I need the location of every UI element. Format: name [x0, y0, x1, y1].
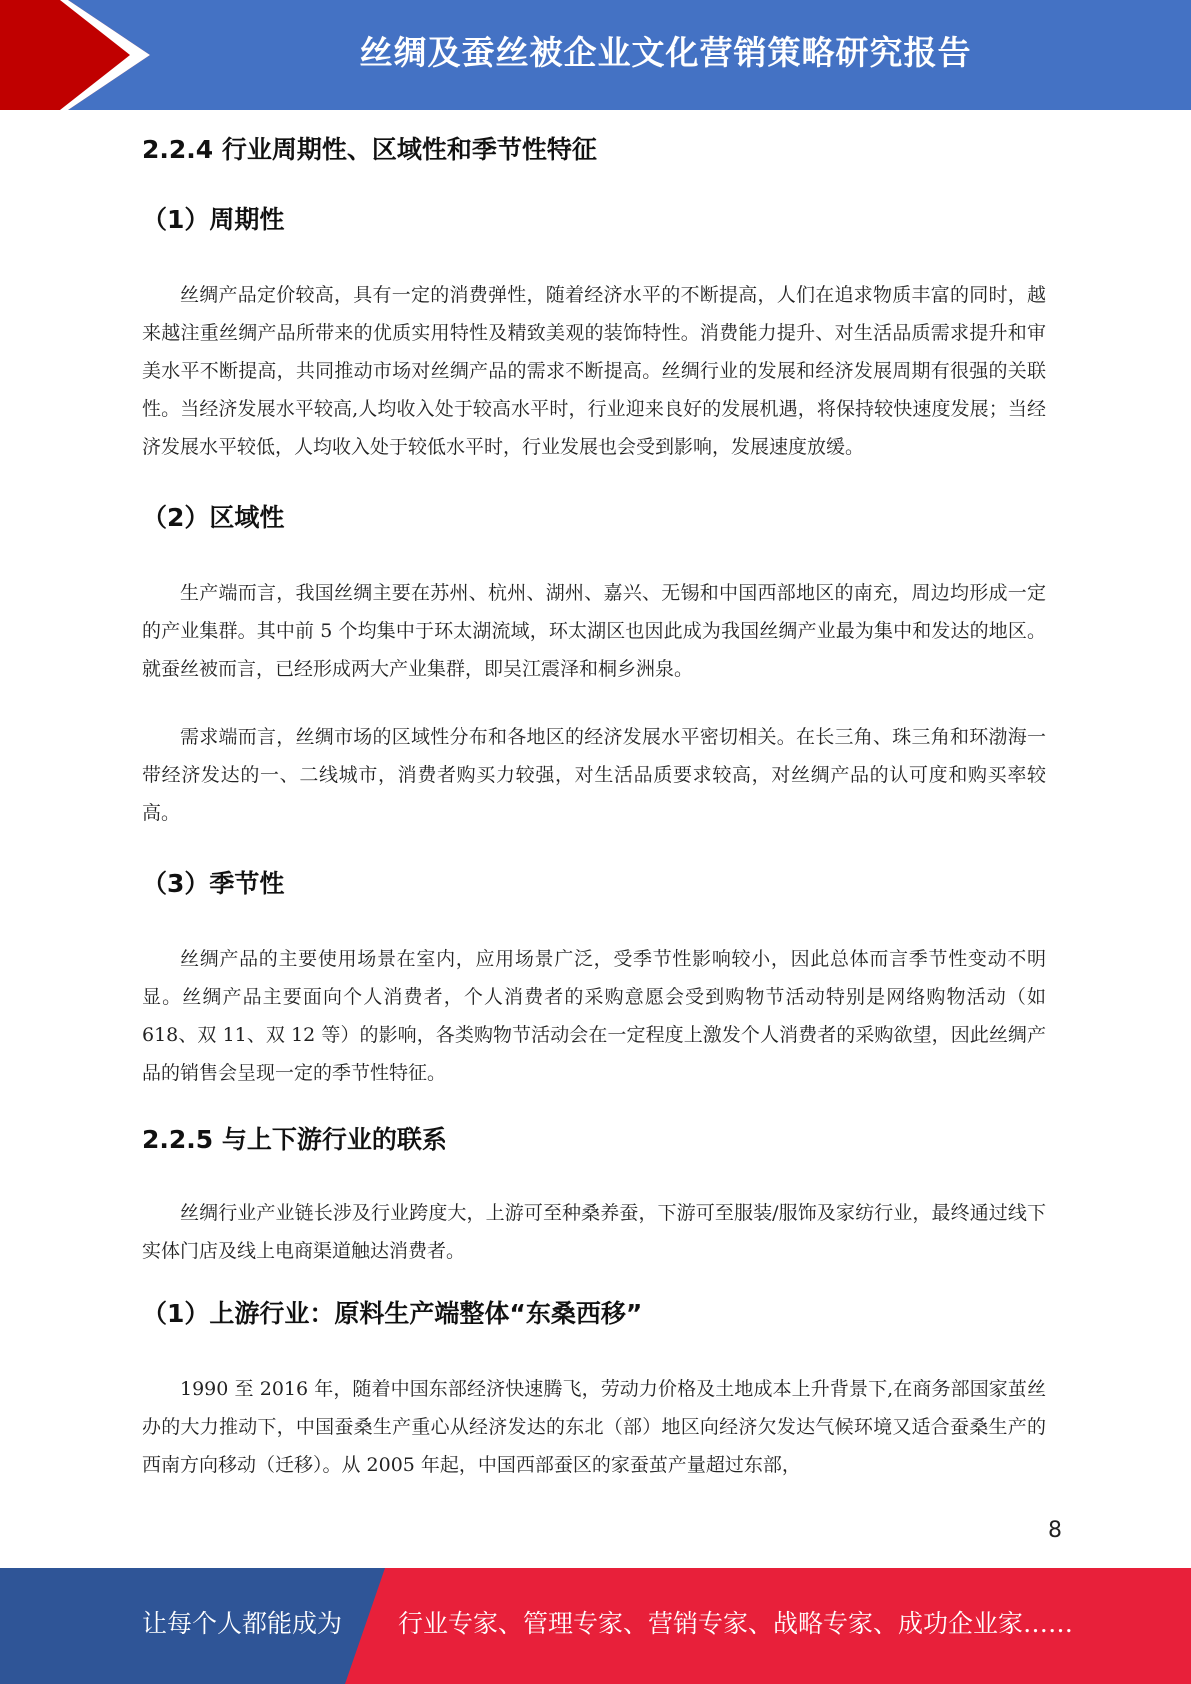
header-red-arrow-decoration — [0, 0, 150, 110]
paragraph-cyclical: 丝绸产品定价较高，具有一定的消费弹性，随着经济水平的不断提高，人们在追求物质丰富的同时，越来越注重丝绸产品所带来的优质实用特性及精致美观的装饰特性。消费能力提升、对生活品质需求提升和审美水平不断提高，共同推动市场对丝绸产品的需求不断提高。丝绸行业的发展和经济发展周期有很强的关联性。当经济发展水平较高,人均收入处于较高水平时，行业迎来良好的发展机遇，将保持较快速度发展；当经济发展水平较低，人均收入处于较低水平时，行业发展也会受到影响，发展速度放缓。 — [142, 284, 1046, 458]
paragraph-regional-supply: 生产端而言，我国丝绸主要在苏州、杭州、湖州、嘉兴、无锡和中国西部地区的南充，周边均形成一定的产业集群。其中前 5 个均集中于环太湖流域，环太湖区也因此成为我国丝绸产业最为集中和发达的地区。就蚕丝被而言，已经形成两大产业集群，即吴江震泽和桐乡洲泉。 — [142, 582, 1046, 680]
page-footer — [0, 1568, 1191, 1684]
footer-slogan-right: 行业专家、管理专家、营销专家、战略专家、成功企业家…… — [398, 1609, 1074, 1638]
page-header — [0, 0, 1191, 110]
subheading-cyclical: （1）周期性 — [142, 205, 285, 234]
paragraph-industry-chain: 丝绸行业产业链长涉及行业跨度大，上游可至种桑养蚕，下游可至服装/服饰及家纺行业，最终通过线下实体门店及线上电商渠道触达消费者。 — [142, 1202, 1046, 1262]
section-heading-2-2-5: 2.2.5 与上下游行业的联系 — [142, 1125, 447, 1154]
section-heading-2-2-4: 2.2.4 行业周期性、区域性和季节性特征 — [142, 135, 597, 164]
subheading-upstream: （1）上游行业：原料生产端整体“东桑西移” — [142, 1299, 643, 1328]
paragraph-seasonal: 丝绸产品的主要使用场景在室内，应用场景广泛，受季节性影响较小，因此总体而言季节性变动不明显。丝绸产品主要面向个人消费者，个人消费者的采购意愿会受到购物节活动特别是网络购物活动（如 618、双 11、双 12 等）的影响，各类购物节活动会在一定程度上激发个人消费者的采购欲望，因此丝绸产品的销售会呈现一定的季节性特征。 — [142, 948, 1046, 1084]
subheading-seasonal: （3）季节性 — [142, 869, 285, 898]
paragraph-upstream: 1990 至 2016 年，随着中国东部经济快速腾飞，劳动力价格及土地成本上升背景下,在商务部国家茧丝办的大力推动下，中国蚕桑生产重心从经济发达的东北（部）地区向经济欠发达气候环境又适合蚕桑生产的西南方向移动（迁移）。从 2005 年起，中国西部蚕区的家蚕茧产量超过东部， — [142, 1378, 1046, 1476]
paragraph-regional-demand: 需求端而言，丝绸市场的区域性分布和各地区的经济发展水平密切相关。在长三角、珠三角和环渤海一带经济发达的一、二线城市，消费者购买力较强，对生活品质要求较高，对丝绸产品的认可度和购买率较高。 — [142, 726, 1046, 824]
report-title: 丝绸及蚕丝被企业文化营销策略研究报告 — [359, 33, 972, 72]
page-content — [142, 128, 1046, 1484]
footer-slogan-left: 让每个人都能成为 — [142, 1609, 343, 1638]
subheading-regional: （2）区域性 — [142, 503, 285, 532]
page-number: 8 — [1048, 1518, 1062, 1543]
